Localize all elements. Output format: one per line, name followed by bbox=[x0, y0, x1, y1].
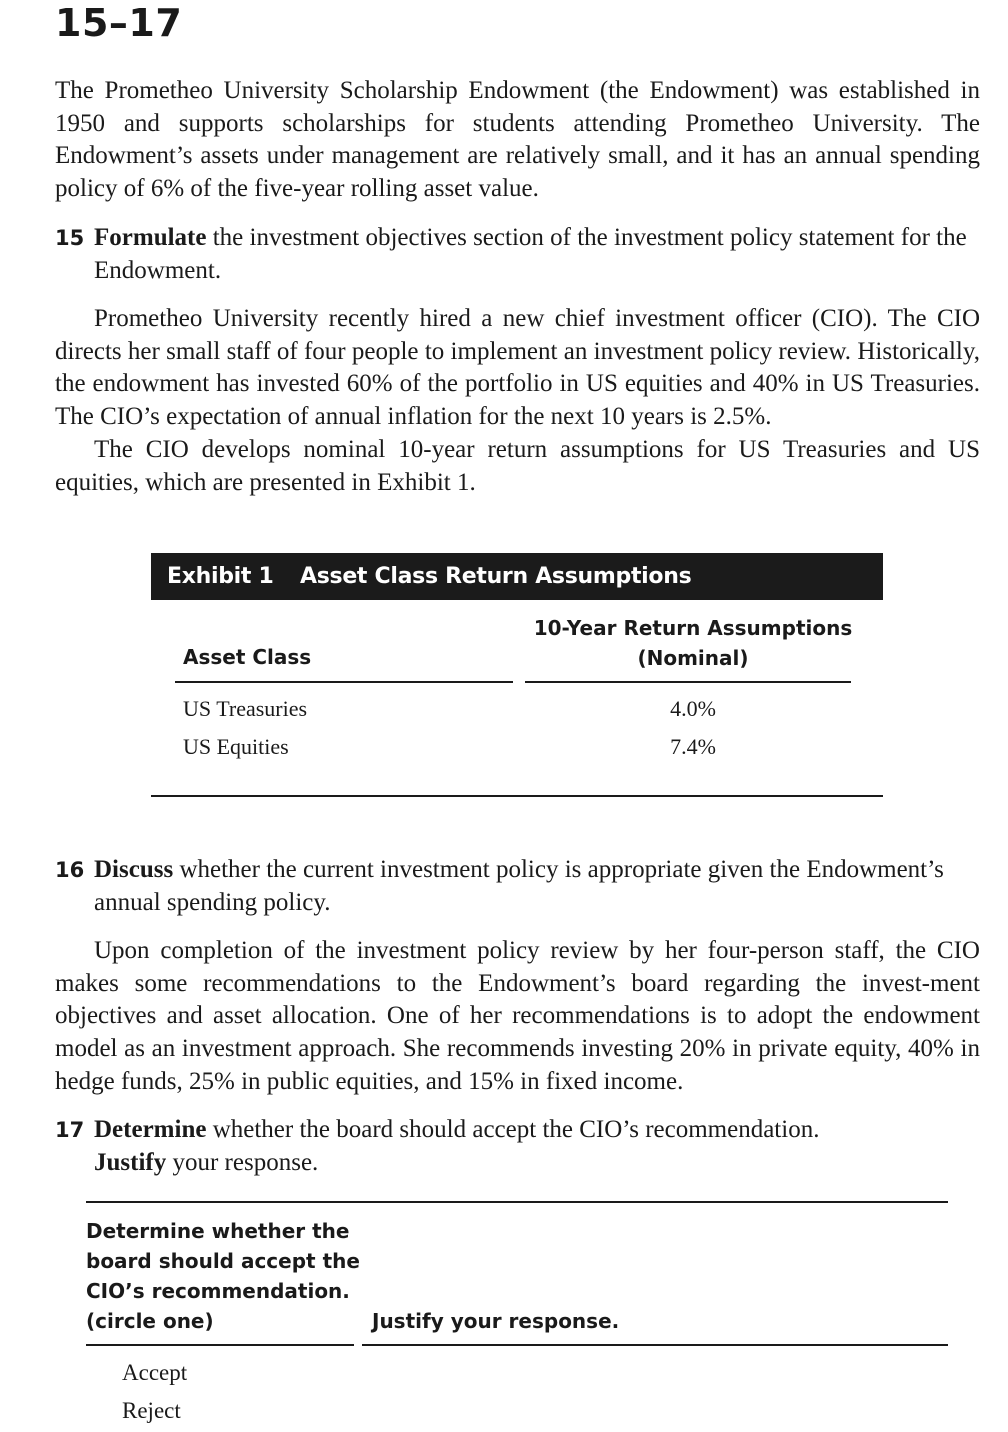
exhibit-row-asset: US Treasuries bbox=[183, 696, 308, 721]
asset-class-header: Asset Class bbox=[183, 645, 312, 669]
header-rule-left bbox=[175, 681, 513, 683]
header-rule-right bbox=[525, 681, 851, 683]
exhibit-row-value: 7.4% bbox=[670, 734, 716, 759]
question-text: whether the current investment policy is appropriate given the Endowment’s annual spending policy. bbox=[94, 856, 944, 916]
exhibit-label: Exhibit 1 bbox=[167, 564, 274, 589]
assumptions-paragraph: The CIO develops nominal 10-year return assumptions for US Treasuries and US equities, which are presented in Exhibit 1. bbox=[55, 436, 980, 496]
question-verb-2: Justify bbox=[94, 1148, 167, 1176]
question-text: whether the board should accept the CIO’s recommendation. bbox=[206, 1116, 820, 1143]
cio-paragraph: Prometheo University recently hired a new chief investment officer (CIO). The CIO directs her small staff of four people to implement an investment policy review. Historically, the endowment has invested 60% of the portfolio in US equities and 40% in US Treasuries. The CIO’s expectation of annual inflation for the next 10 years is 2.5%. bbox=[55, 305, 980, 431]
justify-header: Justify your response. bbox=[372, 1309, 620, 1333]
question-verb: Determine bbox=[94, 1116, 207, 1143]
question-text-2: your response. bbox=[166, 1148, 319, 1176]
question-verb: Formulate bbox=[94, 224, 207, 251]
question-number: 17 bbox=[55, 1118, 85, 1142]
question-15 bbox=[55, 222, 980, 287]
intro-paragraph: The Prometheo University Scholarship Endowment (the Endowment) was established in 1950 and supports scholarships for students attending Prometheo University. The Endowment’s assets under management are relatively small, and it has an annual spending policy of 6% of the five-year rolling asset value. bbox=[55, 77, 980, 203]
question-verb: Discuss bbox=[94, 856, 174, 883]
determine-header-line: board should accept the bbox=[86, 1249, 360, 1273]
exhibit-row-asset: US Equities bbox=[183, 734, 289, 759]
question-16 bbox=[55, 854, 980, 919]
return-header-line1: 10-Year Return Assumptions bbox=[533, 616, 853, 640]
page-number: 15–17 bbox=[55, 1, 183, 45]
exhibit-title: Asset Class Return Assumptions bbox=[300, 564, 692, 589]
determine-header-line: (circle one) bbox=[86, 1309, 214, 1333]
return-header-line2: (Nominal) bbox=[637, 646, 749, 670]
determine-header-line: CIO’s recommendation. bbox=[86, 1279, 350, 1303]
accept-option[interactable]: Accept bbox=[122, 1360, 188, 1385]
exhibit-header bbox=[151, 553, 883, 600]
exhibit-bottom-rule bbox=[151, 795, 883, 797]
question-number: 15 bbox=[55, 226, 85, 250]
question-17 bbox=[55, 1114, 980, 1179]
answer-header-rule-left bbox=[86, 1344, 354, 1346]
exhibit-row-value: 4.0% bbox=[670, 696, 716, 721]
reject-option[interactable]: Reject bbox=[122, 1398, 181, 1423]
recommendation-paragraph: Upon completion of the investment policy review by her four-person staff, the CIO makes some recommendations to the Endowment’s board regarding the invest-ment objectives and asset allocation. One of her recommendations is to adopt the endowment model as an investment approach. She recommends investing 20% in private equity, 40% in hedge funds, 25% in public equities, and 15% in fixed income. bbox=[55, 937, 980, 1095]
determine-header bbox=[86, 1216, 361, 1336]
question-text: the investment objectives section of the investment policy statement for the Endowment. bbox=[94, 224, 967, 284]
determine-header-line: Determine whether the bbox=[86, 1219, 350, 1243]
question-number: 16 bbox=[55, 858, 85, 882]
answer-header-rule-right bbox=[362, 1344, 948, 1346]
answer-top-rule bbox=[86, 1201, 948, 1203]
return-assumptions-header bbox=[525, 613, 861, 673]
